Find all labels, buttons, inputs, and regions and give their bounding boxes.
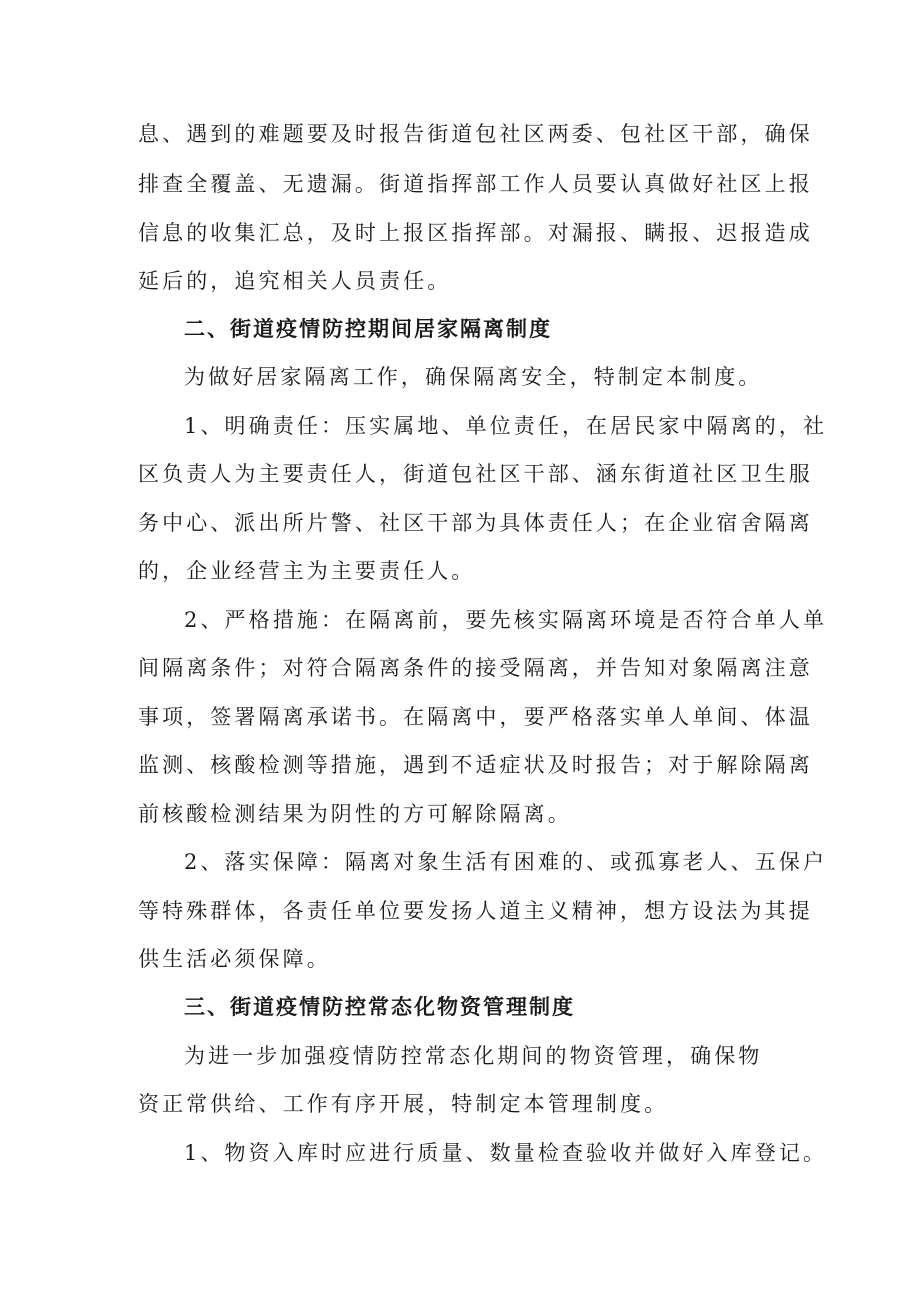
paragraph-line: 事项，签署隔离承诺书。在隔离中，要严格落实单人单间、体温 [138,705,813,729]
paragraph-line: 信息的收集汇总，及时上报区指挥部。对漏报、瞒报、迟报造成 [138,221,813,245]
paragraph-line: 等特殊群体，各责任单位要发扬人道主义精神，想方设法为其提 [138,899,813,923]
paragraph-line: 间隔离条件；对符合隔离条件的接受隔离，并告知对象隔离注意 [138,656,813,680]
paragraph-line: 务中心、派出所片警、社区干部为具体责任人；在企业宿舍隔离 [138,511,813,535]
paragraph-line: 2、严格措施：在隔离前，要先核实隔离环境是否符合单人单 [184,608,828,632]
paragraph-line: 的，企业经营主为主要责任人。 [138,559,476,583]
paragraph-line: 供生活必须保障。 [138,947,331,971]
paragraph-line: 监测、核酸检测等措施，遇到不适症状及时报告；对于解除隔离 [138,753,813,777]
paragraph-line: 延后的，追究相关人员责任。 [138,269,452,293]
paragraph-line: 排查全覆盖、无遗漏。街道指挥部工作人员要认真做好社区上报 [138,172,813,196]
section-heading-3: 三、街道疫情防控常态化物资管理制度 [184,995,575,1019]
paragraph-line: 为进一步加强疫情防控常态化期间的物资管理，确保物 [184,1044,763,1068]
paragraph-line: 资正常供给、工作有序开展，特制定本管理制度。 [138,1092,669,1116]
paragraph-line: 前核酸检测结果为阴性的方可解除隔离。 [138,802,572,826]
section-heading-2: 二、街道疫情防控期间居家隔离制度 [184,317,552,341]
paragraph-line: 为做好居家隔离工作，确保隔离安全，特制定本制度。 [184,365,763,389]
paragraph-line: 区负责人为主要责任人，街道包社区干部、涵东街道社区卫生服 [138,462,813,486]
paragraph-line: 息、遇到的难题要及时报告街道包社区两委、包社区干部，确保 [138,122,813,146]
paragraph-line: 1、物资入库时应进行质量、数量检查验收并做好入库登记。 [184,1141,828,1165]
paragraph-line: 1、明确责任：压实属地、单位责任，在居民家中隔离的，社 [184,414,828,438]
paragraph-line: 2、落实保障：隔离对象生活有困难的、或孤寡老人、五保户 [184,850,828,874]
